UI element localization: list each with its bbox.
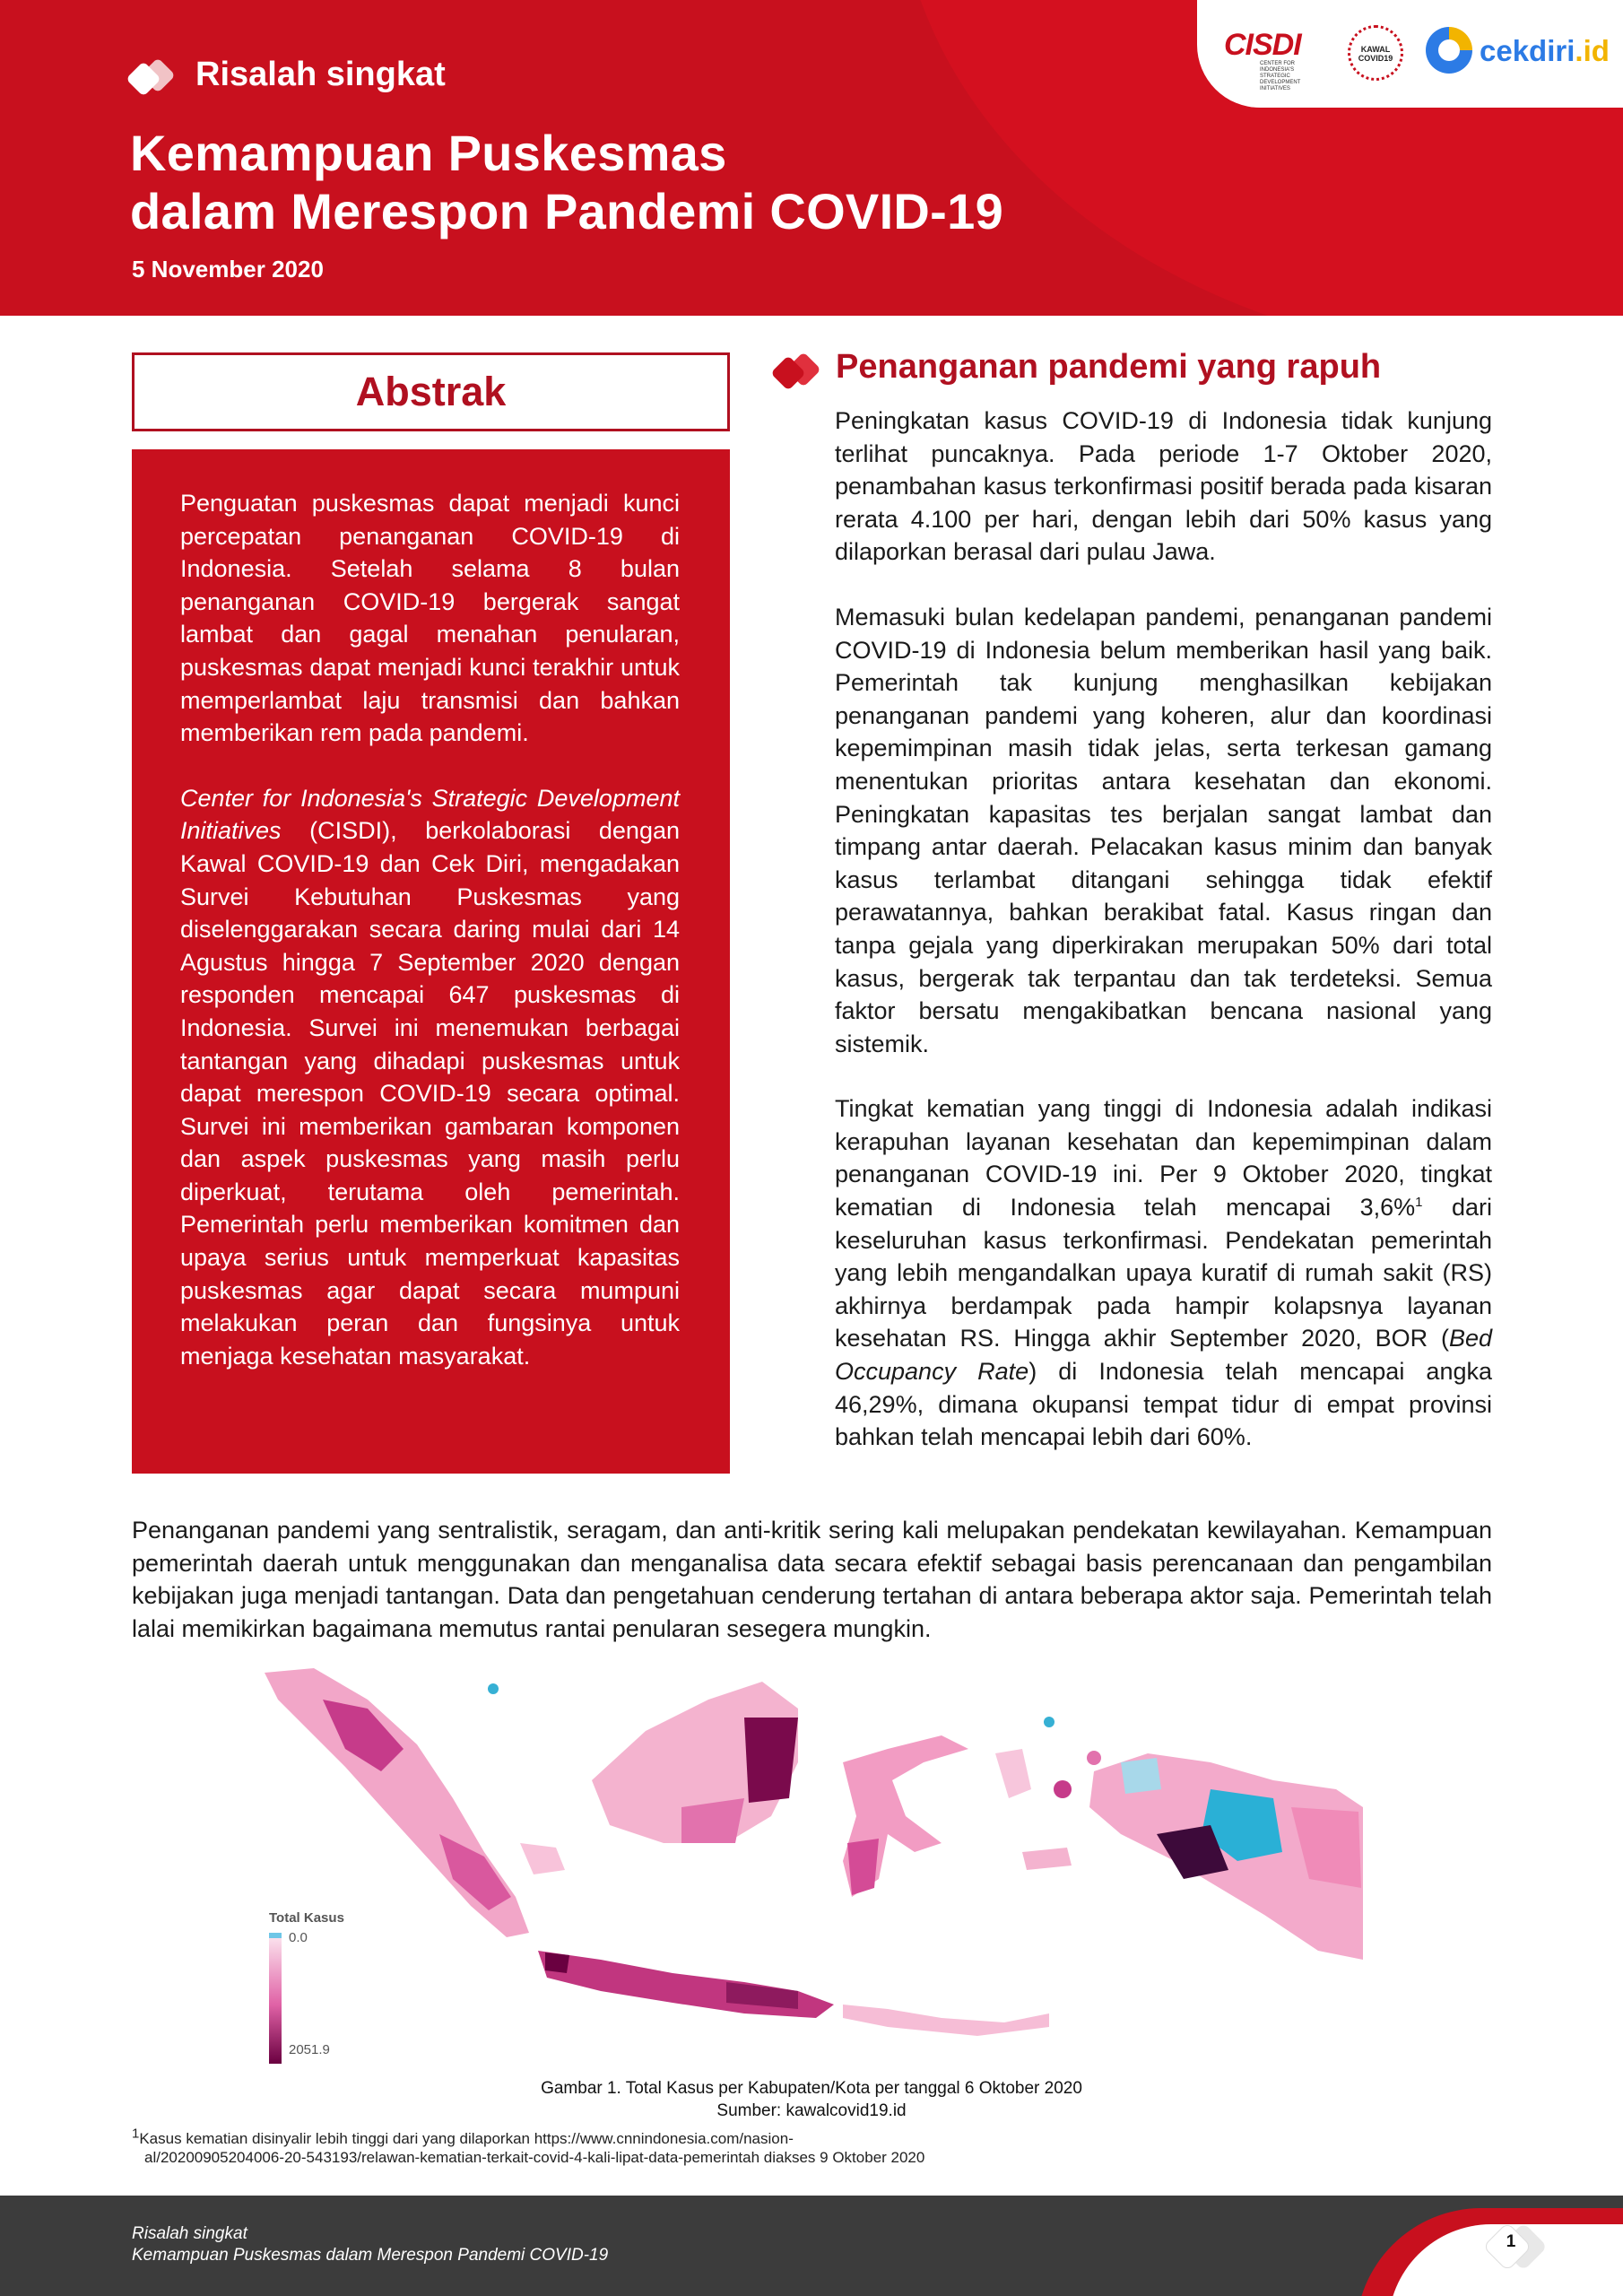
publication-date: 5 November 2020 xyxy=(132,256,324,283)
map-region-maluku xyxy=(995,1749,1031,1798)
page-footer xyxy=(0,2196,1623,2296)
map-region-jakarta xyxy=(545,1952,569,1973)
section-paragraph-3-c: ) di Indonesia telah mencapai angka 46,29%, dimana okupansi tempat tidur di empat provinsi bahkan telah mencapai lebih dari 60%. xyxy=(835,1358,1492,1451)
abstract-heading: Abstrak xyxy=(355,369,507,414)
cisdi-logo-tagline: CENTER FOR INDONESIA'S STRATEGIC DEVELOPMENT INITIATIVES xyxy=(1260,61,1301,91)
section-diamond-icon xyxy=(769,352,827,395)
brand-diamond-icon xyxy=(126,58,181,100)
footer-doc-title: Kemampuan Puskesmas dalam Merespon Pandemi COVID-19 xyxy=(132,2246,609,2265)
footnote xyxy=(132,2126,1028,2167)
kawal-covid19-logo-text: KAWAL COVID19 xyxy=(1358,45,1393,63)
cekdiri-logo xyxy=(1480,34,1610,68)
abstract-heading-box xyxy=(132,352,730,431)
footnote-line-1 xyxy=(132,2126,1028,2148)
map-region-bangka xyxy=(520,1843,565,1874)
cisdi-logo xyxy=(1224,29,1323,92)
bor-term: Bed Occupancy Rate xyxy=(835,1325,1492,1386)
cekdiri-logo-icon xyxy=(1426,27,1472,74)
map-region-sulawesi-south xyxy=(847,1839,879,1895)
footnote-marker: 1 xyxy=(132,2126,140,2142)
map-region-papua-north xyxy=(1121,1758,1161,1794)
full-width-paragraph: Penanganan pandemi yang sentralistik, seragam, dan anti-kritik sering kali melupakan pendekatan kewilayahan. Kemampuan pemerintah daerah untuk menggunakan dan menganalisa data secara efektif sebagai basis perencanaan dan pengambilan kebijakan juga menjadi tantangan. Data dan pengetahuan cenderung tertahan di antara beberapa aktor saja. Pemerintah telah lalai memikirkan bagaimana memutus rantai penularan sesegera mungkin. xyxy=(132,1517,1492,1642)
page-title-line-1: Kemampuan Puskesmas xyxy=(130,125,727,181)
section-paragraph-1: Peningkatan kasus COVID-19 di Indonesia tidak kunjung terlihat puncaknya. Pada periode 1-7 Oktober 2020, penambahan kasus terkonfirmasi positif berada pada kisaran rerata 4.100 per hari, dengan lebih dari 50% kasus yang dilaporkan berasal dari pulau Jawa. xyxy=(835,407,1492,566)
kawal-covid19-logo xyxy=(1348,25,1403,81)
document-type-label: Risalah singkat xyxy=(195,56,446,93)
cekdiri-logo-main: cekdiri xyxy=(1480,34,1575,67)
section-body xyxy=(835,404,1492,1454)
cekdiri-logo-suffix: .id xyxy=(1575,34,1610,67)
footer-doc-type: Risalah singkat xyxy=(132,2224,247,2243)
map-legend-min: 0.0 xyxy=(289,1930,308,1945)
abstract-paragraph-1: Penguatan puskesmas dapat menjadi kunci percepatan penanganan COVID-19 di Indonesia. Setelah selama 8 bulan penanganan COVID-19 bergerak sangat lambat dan gagal menahan penularan, puskesmas dapat menjadi kunci terakhir untuk memperlambat laju transmisi dan bahkan memberikan rem pada pandemi. xyxy=(180,490,680,747)
section-paragraph-2: Memasuki bulan kedelapan pandemi, penanganan pandemi COVID-19 di Indonesia belum memberikan hasil yang baik. Pemerintah tak kunjung menghasilkan kebijakan penanganan pandemi yang koheren, alur dan koordinasi kepemimpinan masih tidak jelas, serta terkesan gamang menentukan prioritas antara kesehatan dan ekonomi. Peningkatan kapasitas tes berjalan sangat lambat dan timpang antar daerah. Pelacakan kasus minim dan banyak kasus terlambat ditangani sehingga tidak efektif perawatannya, bahkan berakibat fatal. Kasus ringan dan tanpa gejala yang diperkirakan merupakan 50% dari total kasus, bergerak tak terpantau dan tak terdeteksi. Semua faktor bersatu mengakibatkan bencana nasional yang sistemik. xyxy=(835,603,1492,1057)
page-number: 1 xyxy=(1506,2232,1516,2251)
map-legend-max: 2051.9 xyxy=(289,2042,330,2057)
map-region-maluku-south xyxy=(1022,1848,1072,1870)
page-title-line-2: dalam Merespon Pandemi COVID-19 xyxy=(130,183,1004,239)
section-paragraph-3-a: Tingkat kematian yang tinggi di Indonesia adalah indikasi kerapuhan layanan kesehatan dan kepemimpinan dalam penanganan COVID-19 ini. Per 9 Oktober 2020, tingkat kematian di Indonesia telah mencapai 3,6% xyxy=(835,1095,1492,1222)
footnote-text-1: Kasus kematian disinyalir lebih tinggi dari yang dilaporkan https://www.cnnindonesia.com/nasion- xyxy=(139,2130,794,2147)
section-paragraph-3 xyxy=(835,1092,1492,1454)
abstract-paragraph-2-text: (CISDI), berkolaborasi dengan Kawal COVID-19 dan Cek Diri, mengadakan Survei Kebutuhan Puskesmas yang diselenggarakan secara daring mulai dari 14 Agustus hingga 7 September 2020 dengan responden mencapai 647 puskesmas di Indonesia. Survei ini menemukan berbagai tantangan yang dihadapi puskesmas untuk dapat merespon COVID-19 secara optimal. Survei ini memberikan gambaran komponen dan aspek puskesmas yang masih perlu diperkuat, terutama oleh pemerintah. Pemerintah perlu memberikan komitmen dan upaya serius untuk memperkuat kapasitas puskesmas agar dapat secara mumpuni melakukan peran dan fungsinya untuk menjaga kesehatan masyarakat. xyxy=(180,817,680,1370)
figure-caption-source: Sumber: kawalcovid19.id xyxy=(716,2101,907,2120)
section-heading: Penanganan pandemi yang rapuh xyxy=(836,348,1382,386)
abstract-panel xyxy=(132,449,730,1474)
map-legend-colorbar xyxy=(269,1933,282,2064)
map-legend-title: Total Kasus xyxy=(269,1910,344,1926)
figure-caption-title: Gambar 1. Total Kasus per Kabupaten/Kota per tanggal 6 Oktober 2020 xyxy=(541,2079,1082,2098)
footnote-reference: 1 xyxy=(1415,1195,1423,1211)
cisdi-logo-text: CISDI xyxy=(1224,28,1301,62)
partner-logos xyxy=(1197,0,1623,108)
footnote-line-2: al/20200905204006-20-543193/relawan-kematian-terkait-covid-4-kali-lipat-data-pemerintah diakses 9 Oktober 2020 xyxy=(144,2149,925,2166)
figure-caption xyxy=(0,2077,1623,2122)
header-banner xyxy=(0,0,1623,316)
abstract-org-name: Center for Indonesia's Strategic Development Initiatives xyxy=(180,784,680,845)
map-region-nusa-tenggara xyxy=(843,2005,1049,2036)
abstract-paragraph-2 xyxy=(180,782,680,1373)
indonesia-case-map xyxy=(260,1664,1363,2067)
map-region-kalimantan-east xyxy=(744,1718,798,1803)
section-paragraph-3-b: dari keseluruhan kasus terkonfirmasi. Pendekatan pemerintah yang lebih mengandalkan upaya kuratif di rumah sakit (RS) akhirnya berdampak pada hampir kolapsnya layanan kesehatan RS. Hingga akhir September 2020, BOR ( xyxy=(835,1194,1492,1352)
